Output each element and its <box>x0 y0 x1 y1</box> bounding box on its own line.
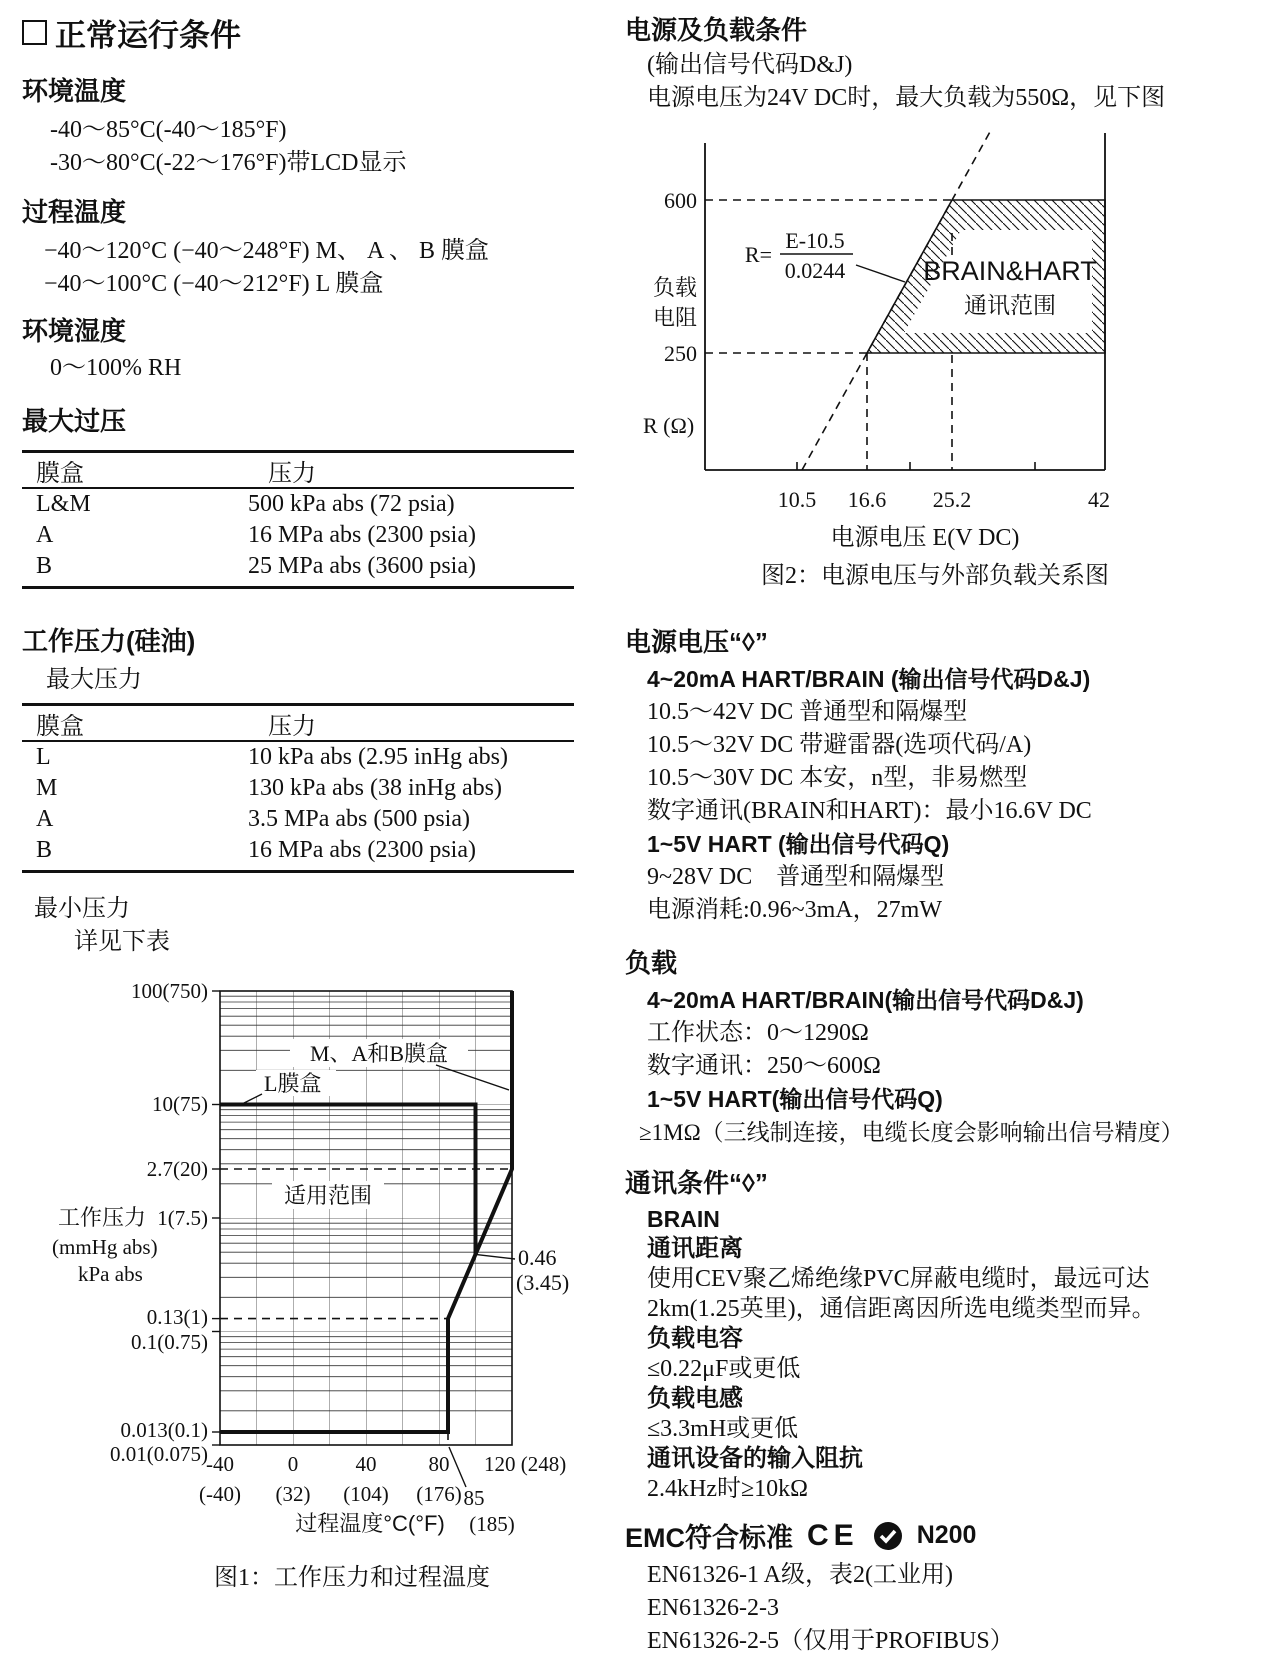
text-line: 工作状态：0～1290Ω <box>647 1020 869 1046</box>
fig2-formula-lhs: R= <box>744 242 772 267</box>
col-header-capsule: 膜盒 <box>36 713 84 740</box>
fig1-label-046: 0.46 <box>518 1245 557 1270</box>
text-line: −40～120°C (−40～248°F) M、 A 、 B 膜盒 <box>44 238 489 264</box>
text-line: 2km(1.25英里)，通信距离因所选电缆类型而异。 <box>647 1296 1156 1322</box>
text-line: 电源消耗:0.96~3mA，27mW <box>647 897 942 923</box>
fig1-ytick: 0.13(1) <box>146 1305 208 1329</box>
subheading-load-inductance: 负载电感 <box>647 1385 743 1412</box>
table-row <box>22 742 574 773</box>
cell-capsule: B <box>36 837 53 863</box>
fig1-leader-85 <box>449 1447 466 1487</box>
fig1-xtick: (32) <box>275 1482 311 1506</box>
fig1-xtick-120: 120 (248) <box>484 1452 567 1476</box>
heading-comm-conditions: 通讯条件“◊” <box>625 1168 768 1198</box>
text-line: 1~5V HART(输出信号代码Q) <box>647 1086 943 1112</box>
table-row <box>22 489 574 520</box>
cell-capsule: A <box>36 522 54 548</box>
page-title-text: 正常运行条件 <box>55 18 241 53</box>
text-line: EN61326-2-5（仅用于PROFIBUS） <box>647 1628 1014 1654</box>
text-line: ≥1MΩ（三线制连接，电缆长度会影响输出信号精度） <box>639 1120 1184 1145</box>
fig1-xtick: (176) <box>416 1482 462 1506</box>
cell-capsule: L <box>36 744 51 770</box>
fig1-xtick-85: 85 <box>463 1486 485 1510</box>
table-row <box>22 551 574 582</box>
fig1-caption: 图1：工作压力和过程温度 <box>214 1565 490 1591</box>
fig1-y-ticks <box>212 991 220 1445</box>
cell-pressure: 500 kPa abs (72 psia) <box>248 491 455 517</box>
text-line: 1~5V HART (输出信号代码Q) <box>647 831 950 857</box>
fig2-ylabel-1: 负载 <box>653 275 698 300</box>
text-line: 2.4kHz时≥10kΩ <box>647 1476 808 1502</box>
table-header-row <box>22 453 574 489</box>
fig1-ytick: 0.01(0.075) <box>110 1442 208 1466</box>
cell-capsule: A <box>36 806 54 832</box>
fig1-xtick: 0 <box>287 1452 299 1476</box>
table-row <box>22 773 574 804</box>
cell-capsule: L&M <box>36 491 91 517</box>
fig1-ytick: 1(7.5) <box>157 1206 208 1230</box>
fig2-region-label1: BRAIN&HART <box>923 256 1097 286</box>
fig2-xtick: 42 <box>1088 487 1110 512</box>
text-line: ≤3.3mH或更低 <box>647 1416 799 1442</box>
fig2-xtick: 10.5 <box>777 487 817 512</box>
fig1-ytick: 0.1(0.75) <box>131 1330 208 1354</box>
fig2-ylabel-unit: R (Ω) <box>643 413 695 438</box>
working-pressure-table <box>22 703 574 873</box>
fig2-ylabel-2: 电阻 <box>653 305 698 330</box>
text-line: 10.5～42V DC 普通型和隔爆型 <box>647 699 968 725</box>
cell-pressure: 10 kPa abs (2.95 inHg abs) <box>248 744 508 770</box>
subheading-input-impedance: 通讯设备的输入阻抗 <box>647 1445 863 1472</box>
c-tick-mark-icon <box>873 1521 903 1551</box>
cell-pressure: 130 kPa abs (38 inHg abs) <box>248 775 502 801</box>
fig2-formula-den: 0.0244 <box>784 258 846 283</box>
fig1-yaxis-unit2: kPa abs <box>78 1262 143 1286</box>
table-row <box>22 520 574 551</box>
text-line: −40～100°C (−40～212°F) L 膜盒 <box>44 271 384 297</box>
text-line: 4~20mA HART/BRAIN(输出信号代码D&J) <box>647 987 1084 1013</box>
fig1-yaxis-unit1: (mmHg abs) <box>52 1235 158 1259</box>
heading-process-temp: 过程温度 <box>22 197 127 227</box>
heading-emc: EMC符合标准 <box>625 1523 793 1553</box>
fig2-x-tickmarks <box>797 462 1035 470</box>
text-line: ≤0.22μF或更低 <box>647 1356 801 1382</box>
text-line: 0～100% RH <box>50 355 182 381</box>
text-line: EN61326-1 A级，表2(工业用) <box>647 1562 953 1588</box>
fig2-ytick-250: 250 <box>664 341 697 366</box>
overpressure-table <box>22 450 574 589</box>
cell-capsule: B <box>36 553 53 579</box>
text-line: -30～80°C(-22～176°F)带LCD显示 <box>50 150 407 176</box>
table-header-row <box>22 706 574 742</box>
subheading-load-capacitance: 负载电容 <box>647 1325 743 1352</box>
left-column <box>22 0 600 1613</box>
heading-emc-row <box>625 1516 1262 1555</box>
text-line: 10.5～30V DC 本安，n型，非易燃型 <box>647 765 1028 791</box>
page-title <box>22 10 600 55</box>
text-line: -40～85°C(-40～185°F) <box>50 117 287 143</box>
heading-supply-voltage: 电源电压“◊” <box>625 627 768 657</box>
text-line: 电源电压为24V DC时，最大负载为550Ω，见下图 <box>647 85 1166 111</box>
table-row <box>22 804 574 835</box>
text-line: 使用CEV聚乙烯绝缘PVC屏蔽电缆时，最远可达 <box>647 1266 1150 1292</box>
fig2-formula-num: E-10.5 <box>785 228 845 253</box>
fig1-xtick: (-40) <box>199 1482 241 1506</box>
col-header-pressure: 压力 <box>268 713 316 740</box>
fig2-region-label2: 通讯范围 <box>964 292 1056 318</box>
text-line: BRAIN <box>647 1206 720 1232</box>
fig1-xtick-185: (185) <box>469 1512 515 1536</box>
fig1-xtick: -40 <box>206 1452 234 1476</box>
cell-capsule: M <box>36 775 58 801</box>
fig1-label-range: 适用范围 <box>283 1183 373 1208</box>
heading-humidity: 环境湿度 <box>22 316 127 346</box>
cell-pressure: 16 MPa abs (2300 psia) <box>248 522 476 548</box>
n200-mark-label: N200 <box>916 1521 977 1549</box>
right-column <box>625 0 1262 1658</box>
text-line: 详见下表 <box>74 929 170 955</box>
col-header-pressure: 压力 <box>268 460 316 487</box>
subheading-comm-distance: 通讯距离 <box>647 1235 743 1262</box>
cell-pressure: 3.5 MPa abs (500 psia) <box>248 806 470 832</box>
fig1-label-l: L膜盒 <box>264 1071 322 1096</box>
figure1-pressure-temperature-chart <box>22 963 597 1608</box>
cell-pressure: 25 MPa abs (3600 psia) <box>248 553 476 579</box>
fig2-caption: 图2：电源电压与外部负载关系图 <box>761 563 1109 589</box>
text-line: EN61326-2-3 <box>647 1595 779 1621</box>
fig1-yaxis-title: 工作压力 <box>58 1205 147 1230</box>
fig1-ytick: 10(75) <box>152 1092 208 1116</box>
fig1-ytick: 2.7(20) <box>146 1157 208 1181</box>
fig1-label-345: (3.45) <box>516 1270 570 1295</box>
text-line: 数字通讯(BRAIN和HART)：最小16.6V DC <box>647 798 1092 824</box>
fig1-xtick: 80 <box>428 1452 450 1476</box>
text-line: 10.5～32V DC 带避雷器(选项代码/A) <box>647 732 1032 758</box>
fig1-ytick: 100(750) <box>131 979 208 1003</box>
subheading-max-pressure: 最大压力 <box>46 667 142 693</box>
fig1-xaxis-title: 过程温度°C(°F) <box>295 1511 445 1536</box>
fig1-xtick: 40 <box>355 1452 377 1476</box>
heading-load: 负载 <box>625 948 678 978</box>
text-line: 9~28V DC 普通型和隔爆型 <box>647 864 945 890</box>
fig2-xtick: 16.6 <box>847 487 887 512</box>
fig1-ytick: 0.013(0.1) <box>120 1418 208 1442</box>
ce-mark-icon: CE <box>807 1518 859 1552</box>
text-line: 数字通讯：250～600Ω <box>647 1053 881 1079</box>
text-line: (输出信号代码D&J) <box>647 52 853 78</box>
heading-power-load: 电源及负载条件 <box>625 15 808 45</box>
fig2-formula-leader <box>856 265 905 282</box>
fig1-label-mab: M、A和B膜盒 <box>309 1041 449 1066</box>
heading-ambient-temp: 环境温度 <box>22 76 127 106</box>
text-line: 4~20mA HART/BRAIN (输出信号代码D&J) <box>647 666 1091 692</box>
fig2-xaxis-title: 电源电压 E(V DC) <box>830 525 1020 551</box>
heading-max-overpressure: 最大过压 <box>22 406 127 436</box>
fig1-xtick: (104) <box>343 1482 389 1506</box>
col-header-capsule: 膜盒 <box>36 460 84 487</box>
heading-min-pressure: 最小压力 <box>34 896 130 922</box>
cell-pressure: 16 MPa abs (2300 psia) <box>248 837 476 863</box>
table-row <box>22 835 574 866</box>
section-square-icon <box>22 20 47 45</box>
figure2-supply-load-chart <box>625 115 1265 595</box>
fig2-ytick-600: 600 <box>664 188 697 213</box>
heading-working-pressure: 工作压力(硅油) <box>22 626 196 656</box>
fig2-xtick: 25.2 <box>932 487 972 512</box>
